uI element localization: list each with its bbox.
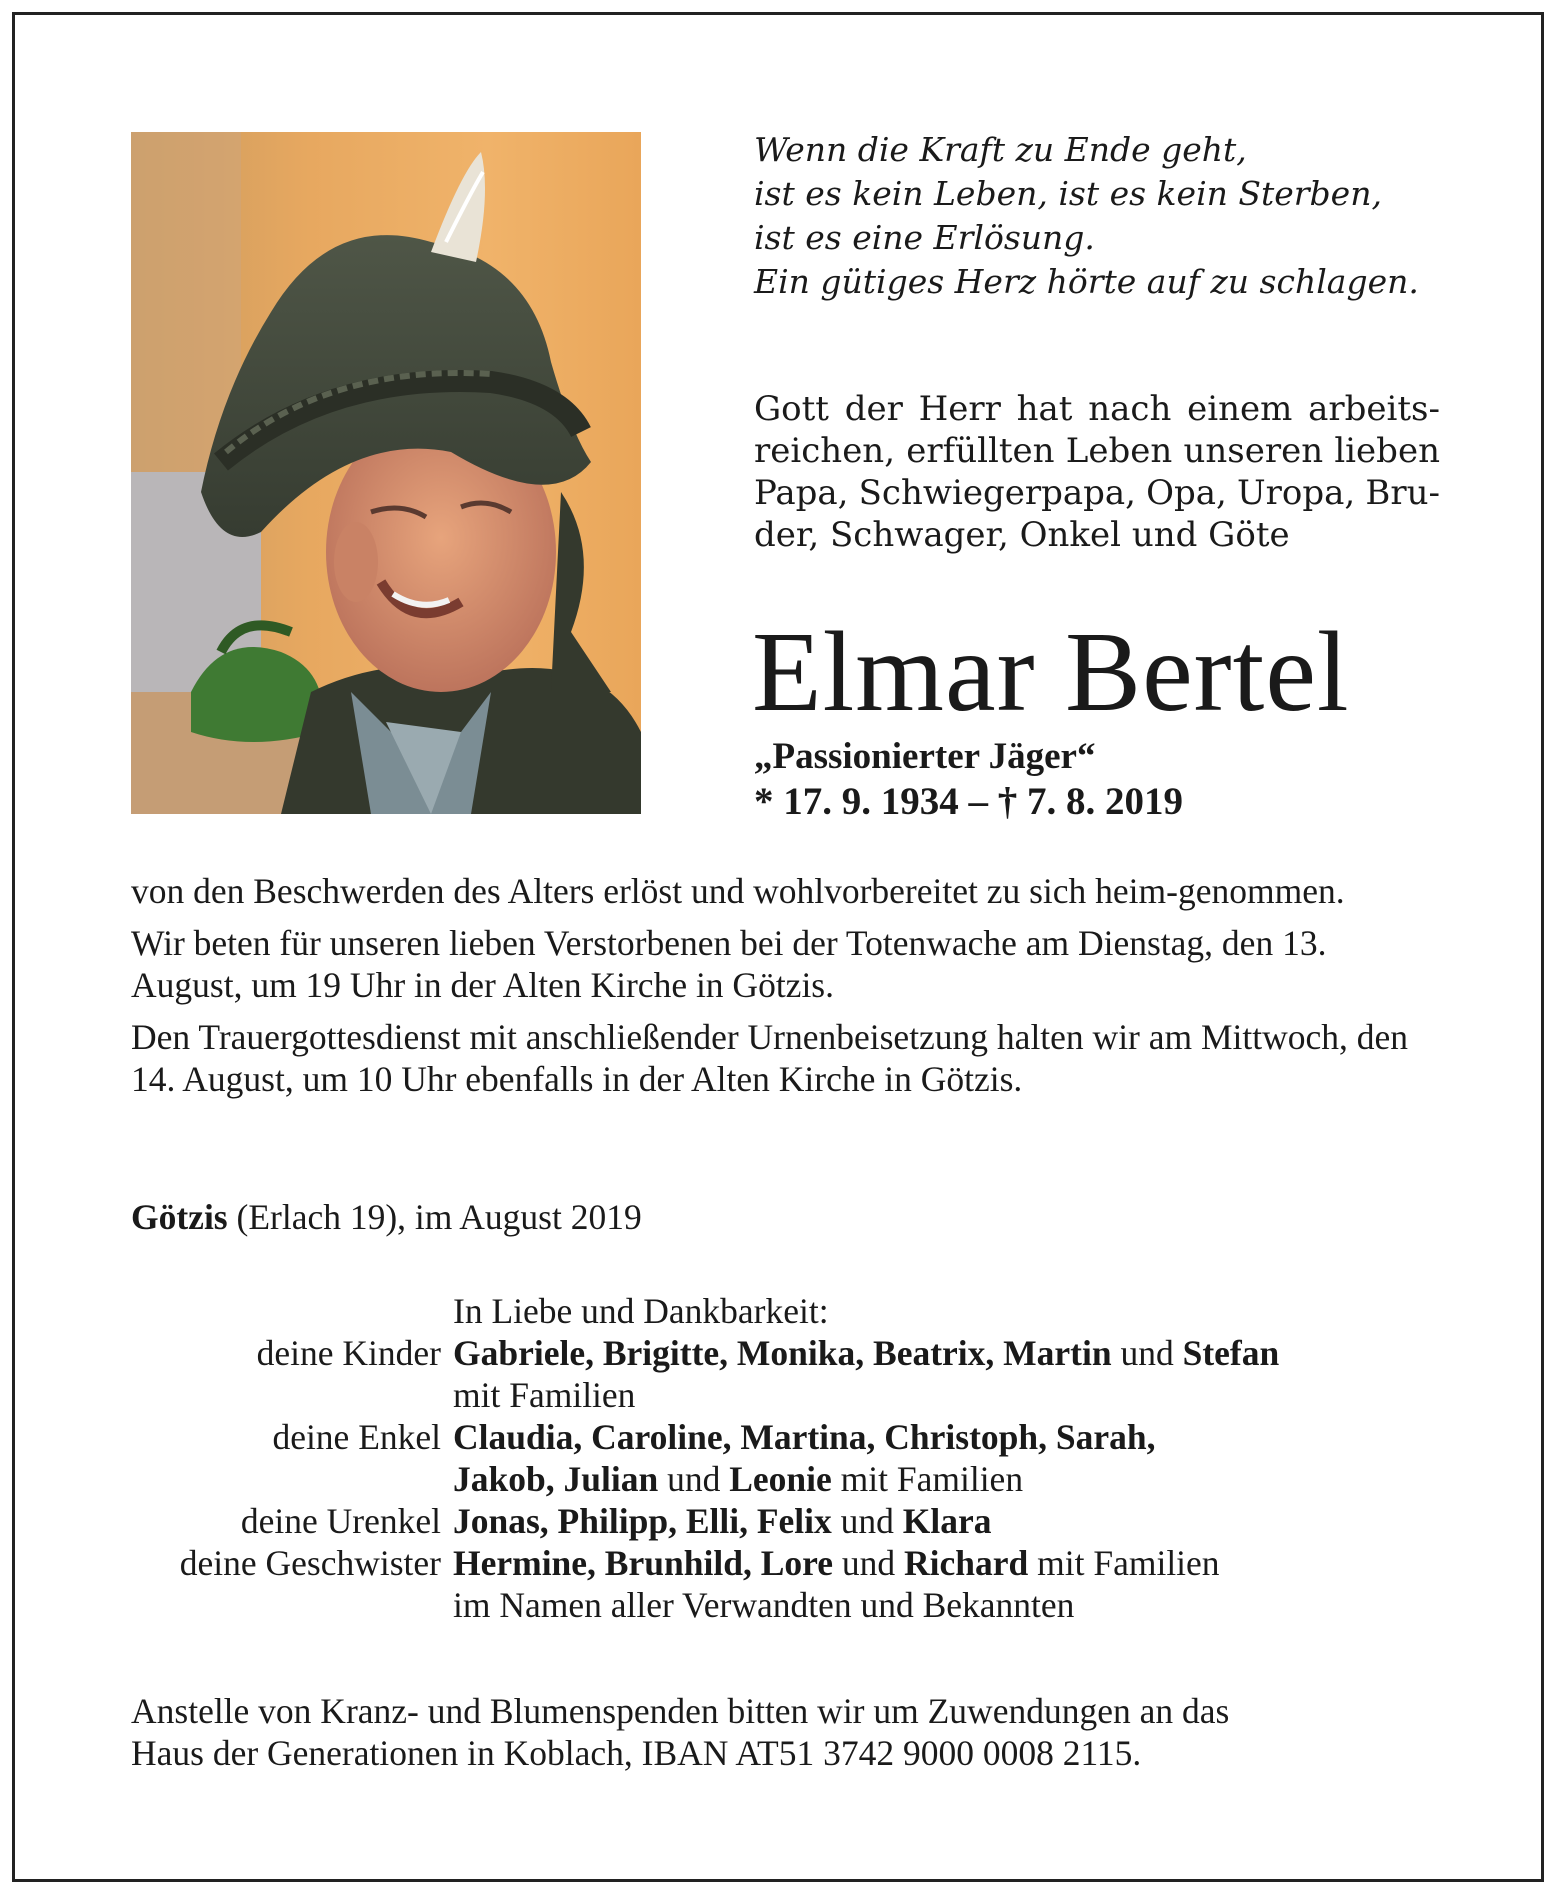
intro-word: unseren [1183, 431, 1324, 471]
mourner-group-enkel [131, 1416, 1451, 1458]
conjunction: und [831, 1501, 903, 1541]
mourner-label: deine Kinder [256, 1333, 441, 1373]
mourners-footer: im Namen aller Verwandten und Bekannten [453, 1585, 1075, 1625]
intro-word: der [844, 389, 903, 429]
intro-word: Gott [754, 389, 829, 429]
conjunction: und [658, 1459, 730, 1499]
portrait-illustration [131, 132, 641, 814]
mourner-group-urenkel [131, 1500, 1451, 1542]
place-date [131, 1196, 642, 1238]
deceased-name: Elmar Bertel [752, 608, 1350, 735]
body-paragraph: Den Trauergottesdienst mit anschließender Urnenbeisetzung halten wir am Mittwoch, den 14. August, um 10 Uhr ebenfalls in der Alten Kirche in Götzis. [131, 1017, 1409, 1099]
place-town: Götzis [131, 1197, 228, 1237]
donation-note [131, 1690, 1451, 1774]
mourner-names: Klara [902, 1501, 992, 1541]
intro-word: einem [1187, 389, 1293, 429]
poem-line: Ein gütiges Herz hörte auf zu schlagen. [754, 262, 1419, 301]
intro-line [754, 472, 1440, 514]
intro-word: erfüllten [906, 431, 1055, 471]
mourner-names: Jakob, Julian [453, 1459, 659, 1499]
mourner-suffix: mit Familien [1028, 1543, 1220, 1583]
body-paragraph: Wir beten für unseren lieben Verstorbenen bei der Totenwache am Dienstag, den 13. August, um 19 Uhr in der Alten Kirche in Götzis. [131, 923, 1327, 1005]
intro-line: der, Schwager, Onkel und Göte [754, 515, 1290, 555]
intro-text [754, 388, 1440, 556]
intro-word: Opa, [1146, 473, 1227, 513]
poem-line: Wenn die Kraft zu Ende geht, [754, 130, 1247, 169]
mourner-names: Jonas, Philipp, Elli, Felix [453, 1501, 832, 1541]
mourner-names: Leonie [729, 1459, 832, 1499]
mourner-suffix: mit Familien [831, 1459, 1024, 1499]
mourners-list [131, 1290, 1451, 1626]
intro-word: lieben [1334, 431, 1440, 471]
intro-word: nach [1088, 389, 1172, 429]
intro-line [754, 430, 1440, 472]
conjunction: und [1111, 1333, 1183, 1373]
intro-word: Leben [1065, 431, 1173, 471]
mourner-names: Gabriele, Brigitte, Monika, Beatrix, Martin [453, 1333, 1112, 1373]
poem-line: ist es eine Erlösung. [754, 218, 1095, 257]
donation-line: Anstelle von Kranz- und Blumenspenden bitten wir um Zuwendungen an das [131, 1691, 1230, 1731]
intro-word: Papa, [754, 473, 849, 513]
poem-line: ist es kein Leben, ist es kein Sterben, [754, 174, 1382, 213]
mourner-group-geschwister [131, 1542, 1451, 1584]
mourner-names: Hermine, Brunhild, Lore [453, 1543, 833, 1583]
intro-word: hat [1016, 389, 1073, 429]
intro-word: reichen, [754, 431, 896, 471]
mourner-suffix: mit Familien [453, 1375, 636, 1415]
intro-word: Bru- [1365, 473, 1440, 513]
poem [754, 128, 1454, 304]
intro-line [754, 388, 1440, 430]
body-paragraph: von den Beschwerden des Alters erlöst und wohlvorbereitet zu sich heim-genommen. [131, 871, 1345, 911]
mourner-names: Stefan [1182, 1333, 1280, 1373]
mourner-label: deine Geschwister [179, 1543, 441, 1583]
mourner-names: Richard [904, 1543, 1029, 1583]
intro-word: Herr [918, 389, 1001, 429]
mourner-names: Claudia, Caroline, Martina, Christoph, Sarah, [453, 1417, 1156, 1457]
place-rest: (Erlach 19), im August 2019 [227, 1197, 642, 1237]
mourner-label: deine Enkel [272, 1417, 441, 1457]
intro-word: arbeits- [1308, 389, 1440, 429]
mourner-label: deine Urenkel [240, 1501, 441, 1541]
mourners-heading: In Liebe und Dankbarkeit: [453, 1291, 829, 1331]
intro-word: Uropa, [1236, 473, 1356, 513]
donation-line: Haus der Generationen in Koblach, IBAN AT51 3742 9000 0008 2115. [131, 1733, 1142, 1773]
mourner-group-kinder [131, 1332, 1451, 1374]
life-dates: * 17. 9. 1934 – † 7. 8. 2019 [754, 780, 1183, 823]
conjunction: und [833, 1543, 904, 1583]
deceased-nickname: „Passionierter Jäger“ [754, 736, 1096, 777]
notice-body [131, 870, 1441, 1110]
intro-word: Schwiegerpapa, [858, 473, 1136, 513]
portrait-photo [131, 132, 641, 814]
